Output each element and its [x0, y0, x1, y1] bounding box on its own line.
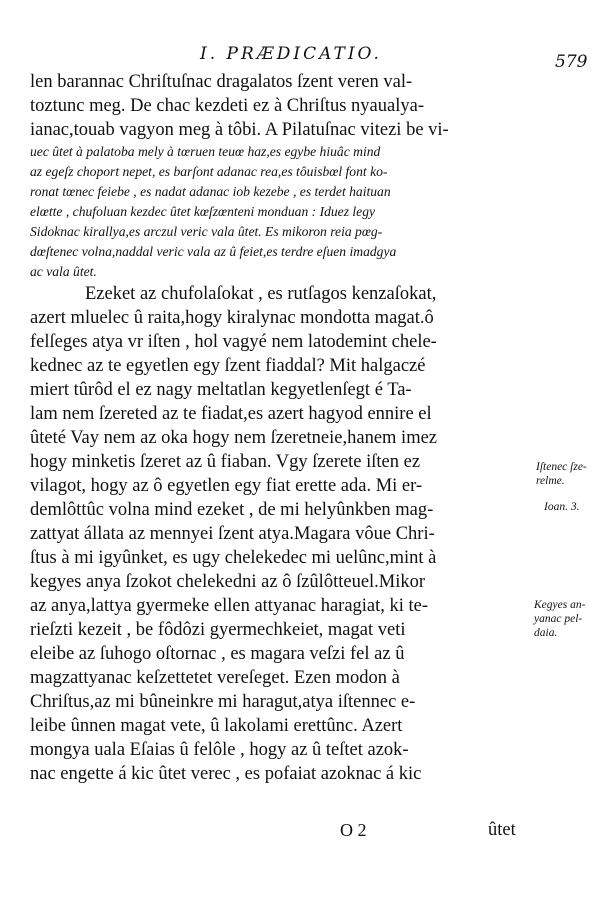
text-line: miert tûrôd el ez nagy meltatlan kegyetlenſegt é Ta-	[30, 380, 412, 400]
text-line-italic: uec ûtet à palatoba mely à tœruen teuœ haz,es egybe hiuâc mind	[30, 144, 381, 159]
text-line: mongya uala Eſaias û felôle , hogy az û teſtet azok-	[30, 740, 409, 760]
text-line: Chriſtus,az mi bûneinkre mi haragut,atya iſtennec e-	[30, 692, 416, 712]
text-line: vilagot, hogy az ô egyetlen egy fiat erette ada. Mi er-	[30, 476, 423, 496]
margin-note-kegyes	[534, 598, 585, 640]
text-line-italic: ac vala ûtet.	[30, 264, 97, 279]
text-line-italic: elœtte , chufoluan kezdec ûtet kœſzœnteni monduan : Iduez legy	[30, 204, 376, 219]
text-line: ianac,touab vagyon meg à tôbi. A Pilatuſnac vitezi be vi-	[30, 120, 449, 140]
margin-note-line: yanac pel-	[534, 613, 583, 625]
text-line-italic: ronat tœnec feiebe , es nadat adanac iob kezebe , es terdet haituan	[30, 184, 391, 199]
text-line: kegyes anya ſzokot chelekedni az ô ſzûlôtteuel.Mikor	[30, 572, 426, 592]
paragraph-first-line: Ezeket az chufolaſokat , es rutſagos kenzaſokat,	[85, 284, 437, 304]
running-head: I. PRÆDICATIO.	[200, 44, 382, 64]
margin-note-line: Kegyes an-	[534, 599, 586, 611]
text-line: kednec az te egyetlen egy ſzent fiaddal? Mit halgaczé	[30, 356, 426, 376]
text-line: hogy minketis ſzeret az û fiaban. Vgy ſzerete iſten ez	[30, 452, 421, 472]
margin-note-line: relme.	[536, 475, 565, 487]
text-line: ûteté Vay nem az oka hogy nem ſzeretneie,hanem imez	[30, 428, 437, 448]
text-line: lam nem ſzereted az te fiadat,es azert hagyod ennire el	[30, 404, 432, 424]
text-line: demlôttûc volna mind ezeket , de mi helyûnkben mag-	[30, 500, 434, 520]
text-line: magzattyanac keſzettetet vereſeget. Ezen modon à	[30, 668, 400, 688]
margin-note-reference	[544, 500, 579, 514]
text-line: leibe ûnnen magat vete, û lakolami erettûnc. Azert	[30, 716, 403, 736]
text-line: zattyat állata az mennyei ſzent atya.Magara vôue Chri-	[30, 524, 435, 544]
text-line-italic: Sidoknac kirallya,es arczul veric vala ûtet. Es mikoron reia pœg-	[30, 224, 383, 239]
text-line: len barannac Chriſtuſnac dragalatos ſzent veren val-	[30, 72, 413, 92]
text-line: azert mluelec û raita,hogy kiralynac mondotta magat.ô	[30, 308, 434, 328]
text-line: eleibe az ſuhogo oſtornac , es magara veſzi fel az û	[30, 644, 405, 664]
text-line-italic: dœſtenec volna,naddal veric vala az û feiet,es terdre eſuen imadgya	[30, 244, 397, 259]
text-line: nac engette á kic ûtet verec , es pofaiat azoknac á kic	[30, 764, 422, 784]
text-line: felſeges atya vr iſten , hol vagyé nem latodemint chele-	[30, 332, 437, 352]
text-line: az anya,lattya gyermeke ellen attyanac haragiat, ki te-	[30, 596, 429, 616]
catchword: ûtet	[488, 820, 516, 840]
page-number: 579	[555, 52, 588, 72]
text-line-italic: az egeſz choport nepet, es barſont adanac rea,es tôuisbœl font ko-	[30, 164, 388, 179]
text-line: toztunc meg. De chac kezdeti ez à Chriſtus nyaualya-	[30, 96, 424, 116]
signature-mark: O 2	[340, 820, 367, 840]
text-line: rieſzti kezeit , be fôdôzi gyermechkeiet, magat veti	[30, 620, 406, 640]
text-line: ſtus à mi igyûnket, es ugy chelekedec mi uelûnc,mint à	[30, 548, 437, 568]
margin-note-iſtenec	[536, 460, 587, 488]
margin-note-line: Iſtenec ſze-	[536, 461, 587, 473]
margin-note-line: Ioan. 3.	[544, 501, 580, 513]
body-text	[30, 70, 530, 786]
margin-note-line: daia.	[534, 627, 558, 639]
